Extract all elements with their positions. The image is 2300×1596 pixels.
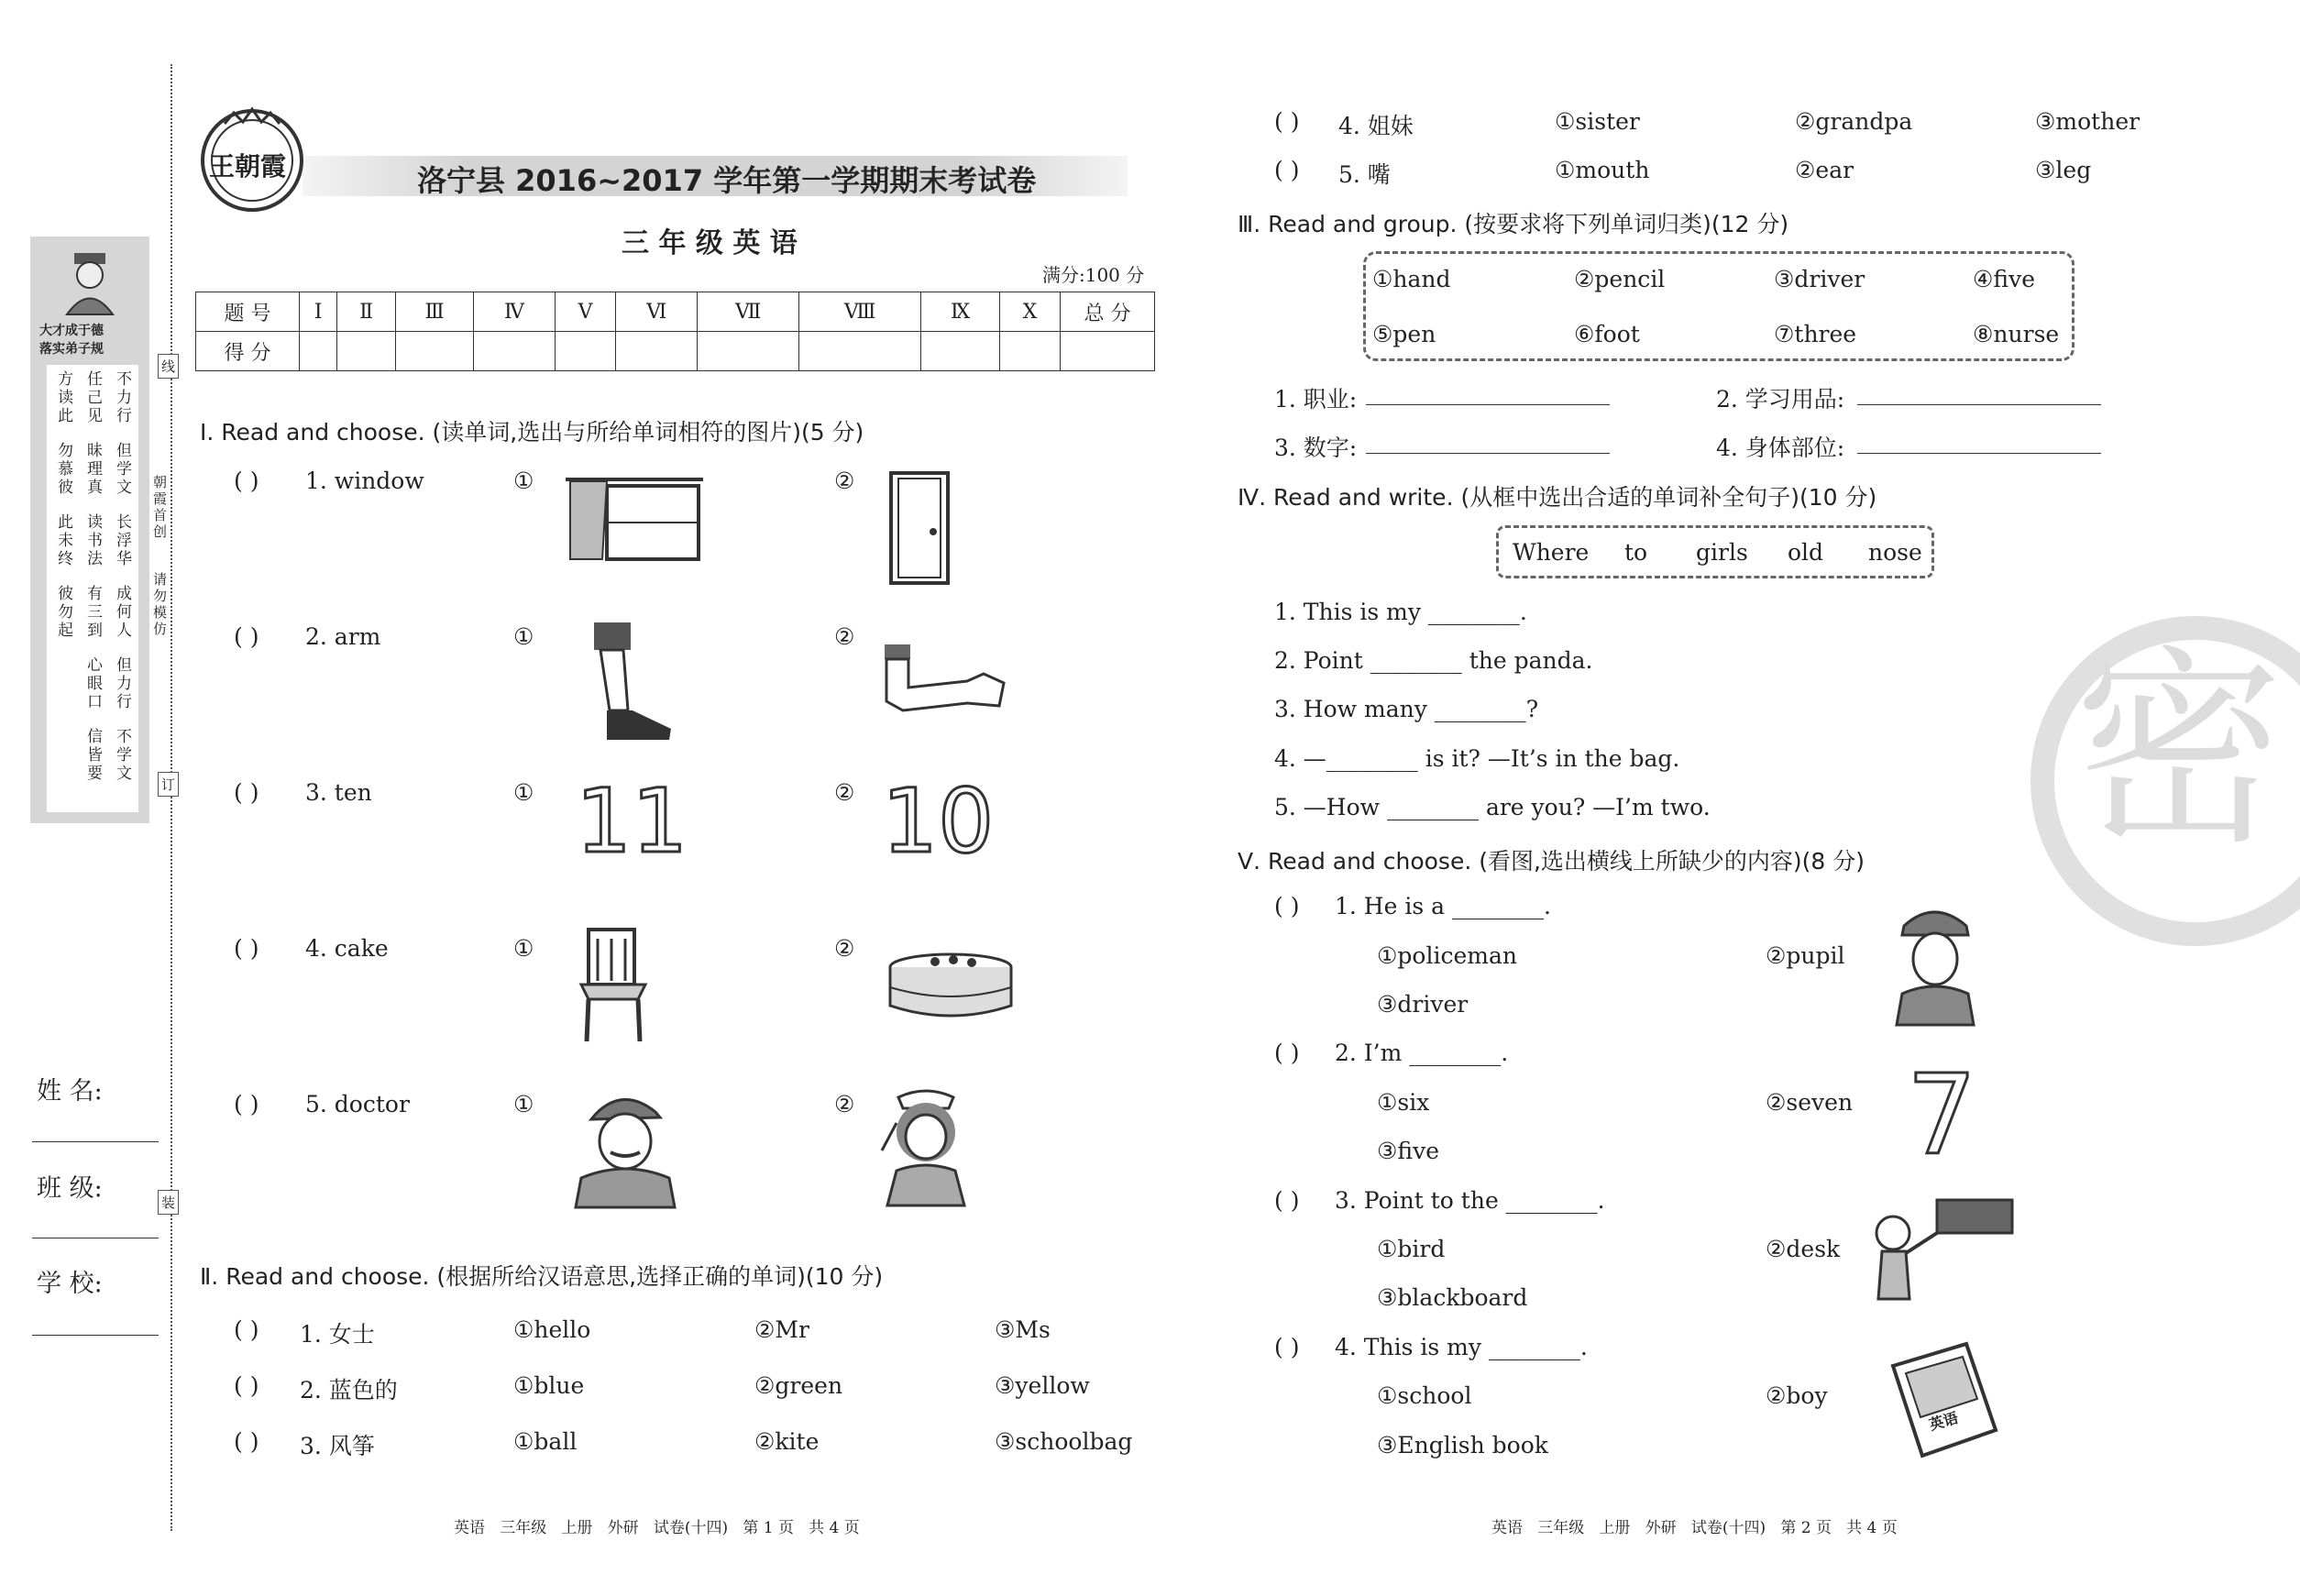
sidebar-panel [30, 237, 149, 823]
score-input[interactable] [698, 332, 799, 371]
score-input[interactable] [555, 332, 616, 371]
score-cell: Ⅲ [395, 292, 474, 332]
class-label: 班 级: [37, 1174, 103, 1203]
answer-paren[interactable]: ( ) [234, 1428, 259, 1455]
option-c[interactable]: ③blackboard [1377, 1284, 1528, 1311]
score-header-row [196, 292, 1155, 332]
question-label: 5. doctor [305, 1091, 410, 1117]
fill-sentence[interactable]: 2. Point ________ the panda. [1274, 647, 1593, 674]
score-cell: Ⅰ [300, 292, 337, 332]
option-b[interactable]: ②seven [1766, 1089, 1854, 1116]
option-c[interactable]: ③English book [1377, 1432, 1548, 1458]
binding-line [171, 64, 172, 1531]
footer-left: 英语 三年级 上册 外研 试卷(十四) 第 1 页 共 4 页 [454, 1519, 860, 1537]
window-icon [561, 472, 708, 564]
footer-right: 英语 三年级 上册 外研 试卷(十四) 第 2 页 共 4 页 [1491, 1519, 1898, 1537]
answer-paren[interactable]: ( ) [234, 779, 259, 806]
question-label: 4. This is my ________. [1335, 1334, 1588, 1360]
page-title: 洛宁县 2016~2017 学年第一学期期末考试卷 [417, 163, 1037, 198]
score-cell: Ⅱ [337, 292, 395, 332]
fill-sentence[interactable]: 4. —________ is it? —It’s in the bag. [1274, 745, 1680, 772]
scholar-icon [58, 246, 122, 319]
option-a[interactable]: ①mouth [1555, 157, 1650, 183]
group-answer-line[interactable] [1366, 453, 1610, 454]
group-label: 1. 职业: [1274, 386, 1358, 413]
school-label: 学 校: [37, 1270, 103, 1298]
option-marker[interactable]: ② [834, 1091, 855, 1117]
group-label: 4. 身体部位: [1716, 435, 1845, 461]
answer-paren[interactable]: ( ) [1274, 157, 1300, 183]
bank-word: girls [1696, 539, 1748, 566]
name-label: 姓 名: [37, 1077, 103, 1106]
slogan-line-2: 落实弟子规 [39, 342, 104, 357]
option-marker[interactable]: ① [513, 779, 534, 806]
answer-paren[interactable]: ( ) [1274, 893, 1300, 919]
answer-paren[interactable]: ( ) [234, 1316, 259, 1343]
score-cell: Ⅳ [474, 292, 555, 332]
brand-name: 王朝霞 [209, 151, 287, 182]
full-score: 满分:100 分 [1042, 264, 1145, 286]
score-table [195, 292, 1155, 371]
group-answer-line[interactable] [1857, 453, 2101, 454]
question-label: 3. 风筝 [300, 1433, 375, 1459]
question-label: 2. 蓝色的 [300, 1377, 398, 1403]
question-label: 5. 嘴 [1338, 161, 1391, 188]
group-word: ⑤pen [1372, 321, 1436, 347]
bank-word: old [1788, 539, 1824, 566]
question-label: 2. arm [305, 623, 381, 650]
score-input[interactable] [395, 332, 474, 371]
seal-char: 密 [2074, 629, 2285, 874]
fill-sentence[interactable]: 3. How many ________? [1274, 696, 1539, 722]
proverb-col: 但力行 [113, 656, 131, 711]
group-word: ②pencil [1574, 266, 1666, 292]
option-c[interactable]: ③driver [1377, 991, 1469, 1018]
score-cell: Ⅷ [799, 292, 921, 332]
proverb-col: 勿慕彼 [54, 442, 72, 497]
answer-paren[interactable]: ( ) [1274, 1040, 1300, 1066]
question-label: 2. I’m ________. [1335, 1040, 1509, 1066]
option-c[interactable]: ③mother [2035, 108, 2140, 135]
proverb-col: 昧理真 [83, 442, 102, 497]
group-word: ⑦three [1774, 321, 1857, 347]
question-label: 3. Point to the ________. [1335, 1187, 1605, 1214]
answer-paren[interactable]: ( ) [234, 623, 259, 650]
group-word: ⑥foot [1574, 321, 1640, 347]
score-value-row [196, 332, 1155, 371]
question-label: 3. ten [305, 779, 372, 806]
book-label: 英语 [1927, 1408, 1961, 1435]
door-icon [887, 469, 952, 587]
proverb-col: 长浮华 [113, 513, 131, 568]
score-cell: 得 分 [196, 332, 300, 371]
score-cell: Ⅴ [555, 292, 616, 332]
cut-mark: 装 [158, 1190, 179, 1215]
bank-word: Where [1513, 539, 1590, 566]
proverb-col: 不学文 [113, 728, 131, 783]
answer-paren[interactable]: ( ) [234, 1091, 259, 1117]
option-a[interactable]: ①bird [1377, 1236, 1446, 1262]
side-note-1: 朝霞首创 [151, 475, 168, 541]
option-a[interactable]: ①policeman [1377, 942, 1517, 969]
score-cell: Ⅹ [999, 292, 1060, 332]
score-cell: Ⅶ [698, 292, 799, 332]
score-input[interactable] [474, 332, 555, 371]
bank-word: nose [1868, 539, 1922, 566]
leg-icon [587, 619, 678, 743]
section3-heading: Ⅲ. Read and group. (按要求将下列单词归类)(12 分) [1238, 211, 1789, 237]
group-word: ①hand [1372, 266, 1451, 292]
option-c[interactable]: ③Ms [995, 1316, 1051, 1343]
book-icon [1875, 1338, 2003, 1467]
option-a[interactable]: ①hello [513, 1316, 591, 1343]
option-marker[interactable]: ② [834, 779, 855, 806]
page-subtitle: 三 年 级 英 语 [622, 227, 798, 259]
answer-paren[interactable]: ( ) [1274, 1187, 1300, 1214]
option-b[interactable]: ②Mr [754, 1316, 809, 1343]
option-b[interactable]: ②desk [1766, 1236, 1841, 1262]
proverb-col: 心眼口 [83, 656, 102, 711]
proverb-box [47, 365, 138, 812]
option-marker[interactable]: ① [513, 935, 534, 962]
cake-icon [885, 949, 1018, 1027]
proverb-col: 有三到 [83, 585, 102, 640]
group-answer-line[interactable] [1857, 404, 2101, 405]
name-field[interactable] [32, 1141, 159, 1142]
proverb-col: 读书法 [83, 513, 102, 568]
proverb-col: 但学文 [113, 442, 131, 497]
cut-mark: 订 [158, 772, 179, 797]
option-a[interactable]: ①six [1377, 1089, 1430, 1116]
question-label: 1. He is a ________. [1335, 893, 1551, 919]
nurse-icon [862, 1086, 995, 1210]
option-a[interactable]: ①school [1377, 1382, 1472, 1409]
option-c[interactable]: ③five [1377, 1138, 1440, 1164]
score-cell: 题 号 [196, 292, 300, 332]
slogan-line-1: 大才成于德 [39, 324, 104, 338]
proverb-col: 不力行 [113, 370, 131, 425]
group-answer-line[interactable] [1366, 404, 1610, 405]
option-b[interactable]: ②boy [1766, 1382, 1828, 1409]
policeman-icon [1893, 898, 1975, 1027]
option-marker[interactable]: ① [513, 1091, 534, 1117]
score-input[interactable] [999, 332, 1060, 371]
worker-icon [568, 1086, 683, 1210]
number-ten: 10 [882, 770, 995, 873]
group-label: 2. 学习用品: [1716, 386, 1845, 413]
question-label: 1. window [305, 468, 424, 494]
score-input[interactable] [1061, 332, 1155, 371]
answer-paren[interactable]: ( ) [234, 935, 259, 962]
option-a[interactable]: ①blue [513, 1372, 585, 1399]
group-word: ⑧nurse [1973, 321, 2060, 347]
option-b[interactable]: ②grandpa [1795, 108, 1913, 135]
proverb-col: 任己见 [83, 370, 102, 425]
group-word: ④five [1973, 266, 2036, 292]
option-b[interactable]: ②ear [1795, 157, 1854, 183]
fill-sentence[interactable]: 1. This is my ________. [1274, 599, 1527, 625]
score-input[interactable] [616, 332, 698, 371]
school-field[interactable] [32, 1335, 159, 1336]
answer-paren[interactable]: ( ) [234, 1372, 259, 1399]
question-label: 4. cake [305, 935, 389, 962]
answer-paren[interactable]: ( ) [1274, 108, 1300, 135]
option-marker[interactable]: ② [834, 935, 855, 962]
option-b[interactable]: ②pupil [1766, 942, 1845, 969]
answer-paren[interactable]: ( ) [1274, 1334, 1300, 1360]
section1-heading: Ⅰ. Read and choose. (读单词,选出与所给单词相符的图片)(5 分) [200, 419, 864, 446]
proverb-col: 信皆要 [83, 728, 102, 783]
option-a[interactable]: ①ball [513, 1428, 578, 1455]
number-seven: 7 [1907, 1052, 1977, 1180]
question-label: 1. 女士 [300, 1321, 375, 1348]
score-cell: Ⅸ [921, 292, 1000, 332]
bank-word: to [1624, 539, 1648, 566]
chair-icon [578, 926, 651, 1045]
score-input[interactable] [921, 332, 1000, 371]
option-marker[interactable]: ① [513, 623, 534, 650]
answer-paren[interactable]: ( ) [234, 468, 259, 494]
cut-mark: 线 [158, 354, 179, 379]
group-word: ③driver [1774, 266, 1865, 292]
section4-heading: Ⅳ. Read and write. (从框中选出合适的单词补全句子)(10 分) [1238, 484, 1877, 511]
option-c[interactable]: ③leg [2035, 157, 2092, 183]
option-b[interactable]: ②green [754, 1372, 843, 1399]
score-cell: 总 分 [1061, 292, 1155, 332]
proverb-col: 此未终 [54, 513, 72, 568]
arm-icon [875, 637, 1008, 720]
score-cell: Ⅵ [616, 292, 698, 332]
score-input[interactable] [337, 332, 395, 371]
fill-sentence[interactable]: 5. —How ________ are you? —I’m two. [1274, 794, 1711, 820]
option-c[interactable]: ③schoolbag [995, 1428, 1133, 1455]
proverb-col: 彼勿起 [54, 585, 72, 640]
option-b[interactable]: ②kite [754, 1428, 820, 1455]
group-label: 3. 数字: [1274, 435, 1358, 461]
option-marker[interactable]: ② [834, 468, 855, 494]
option-c[interactable]: ③yellow [995, 1372, 1090, 1399]
score-input[interactable] [300, 332, 337, 371]
boy-pointing-blackboard-icon [1865, 1196, 2017, 1302]
proverb-col: 方读此 [54, 370, 72, 425]
number-eleven: 11 [576, 770, 688, 873]
section5-heading: Ⅴ. Read and choose. (看图,选出横线上所缺少的内容)(8 分) [1238, 848, 1865, 875]
option-a[interactable]: ①sister [1555, 108, 1640, 135]
option-marker[interactable]: ② [834, 623, 855, 650]
side-note-2: 请勿模仿 [151, 572, 168, 638]
option-marker[interactable]: ① [513, 468, 534, 494]
question-label: 4. 姐妹 [1338, 113, 1414, 139]
word-group-box [1363, 251, 2074, 361]
score-input[interactable] [799, 332, 921, 371]
section2-heading: Ⅱ. Read and choose. (根据所给汉语意思,选择正确的单词)(10 分) [200, 1263, 884, 1290]
proverb-col: 成何人 [113, 585, 131, 640]
